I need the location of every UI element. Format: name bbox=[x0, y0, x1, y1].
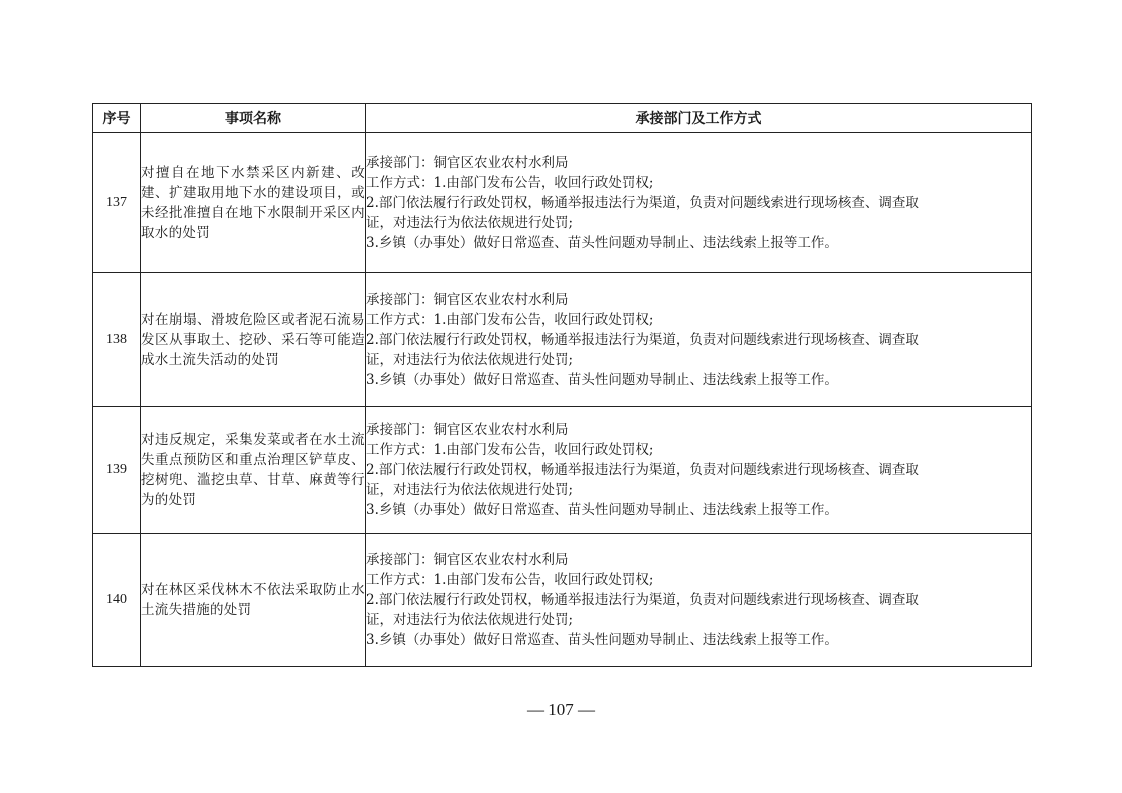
method-line: 证，对违法行为依法依规进行处罚; bbox=[366, 351, 574, 368]
header-index: 序号 bbox=[93, 104, 141, 133]
table-row bbox=[93, 273, 1032, 407]
row-number: 137 bbox=[93, 133, 141, 273]
dept-line: 承接部门：铜官区农业农村水利局 bbox=[366, 552, 569, 568]
page-number: — 107 — bbox=[527, 700, 595, 719]
method-line: 工作方式：1.由部门发布公告，收回行政处罚权; bbox=[366, 311, 654, 328]
dept-method bbox=[366, 534, 1032, 667]
method-line: 2.部门依法履行行政处罚权，畅通举报违法行为渠道，负责对问题线索进行现场核查、调查取 bbox=[366, 462, 919, 478]
matter-name: 对在林区采伐林木不依法采取防止水土流失措施的处罚 bbox=[141, 534, 366, 667]
matter-name: 对在崩塌、滑坡危险区或者泥石流易发区从事取土、挖砂、采石等可能造成水土流失活动的处罚 bbox=[141, 273, 366, 407]
method-line: 2.部门依法履行行政处罚权，畅通举报违法行为渠道，负责对问题线索进行现场核查、调查取 bbox=[366, 592, 919, 608]
matters-table bbox=[92, 103, 1032, 667]
header-name: 事项名称 bbox=[141, 104, 366, 133]
method-line: 工作方式：1.由部门发布公告，收回行政处罚权; bbox=[366, 174, 654, 191]
method-line: 3.乡镇（办事处）做好日常巡查、苗头性问题劝导制止、违法线索上报等工作。 bbox=[366, 371, 838, 388]
table-row bbox=[93, 407, 1032, 534]
dept-method bbox=[366, 273, 1032, 407]
method-line: 证，对违法行为依法依规进行处罚; bbox=[366, 214, 574, 231]
table-row bbox=[93, 534, 1032, 667]
method-line: 3.乡镇（办事处）做好日常巡查、苗头性问题劝导制止、违法线索上报等工作。 bbox=[366, 502, 838, 518]
header-method: 承接部门及工作方式 bbox=[366, 104, 1032, 133]
dept-line: 承接部门：铜官区农业农村水利局 bbox=[366, 291, 569, 308]
dept-method bbox=[366, 133, 1032, 273]
row-number: 140 bbox=[93, 534, 141, 667]
table-row bbox=[93, 133, 1032, 273]
matter-name: 对擅自在地下水禁采区内新建、改建、扩建取用地下水的建设项目，或未经批准擅自在地下水限制开采区内取水的处罚 bbox=[141, 133, 366, 273]
method-line: 3.乡镇（办事处）做好日常巡查、苗头性问题劝导制止、违法线索上报等工作。 bbox=[366, 234, 838, 251]
method-line: 证，对违法行为依法依规进行处罚; bbox=[366, 612, 574, 628]
method-line: 工作方式：1.由部门发布公告，收回行政处罚权; bbox=[366, 572, 654, 588]
method-line: 2.部门依法履行行政处罚权，畅通举报违法行为渠道，负责对问题线索进行现场核查、调查取 bbox=[366, 331, 919, 348]
table-header-row bbox=[93, 104, 1032, 133]
matter-name: 对违反规定，采集发菜或者在水土流失重点预防区和重点治理区铲草皮、挖树兜、滥挖虫草、甘草、麻黄等行为的处罚 bbox=[141, 407, 366, 534]
dept-line: 承接部门：铜官区农业农村水利局 bbox=[366, 422, 569, 438]
method-line: 证，对违法行为依法依规进行处罚; bbox=[366, 482, 574, 498]
method-line: 2.部门依法履行行政处罚权，畅通举报违法行为渠道，负责对问题线索进行现场核查、调查取 bbox=[366, 194, 919, 211]
row-number: 139 bbox=[93, 407, 141, 534]
method-line: 工作方式：1.由部门发布公告，收回行政处罚权; bbox=[366, 442, 654, 458]
row-number: 138 bbox=[93, 273, 141, 407]
method-line: 3.乡镇（办事处）做好日常巡查、苗头性问题劝导制止、违法线索上报等工作。 bbox=[366, 632, 838, 648]
dept-line: 承接部门：铜官区农业农村水利局 bbox=[366, 154, 569, 171]
dept-method bbox=[366, 407, 1032, 534]
